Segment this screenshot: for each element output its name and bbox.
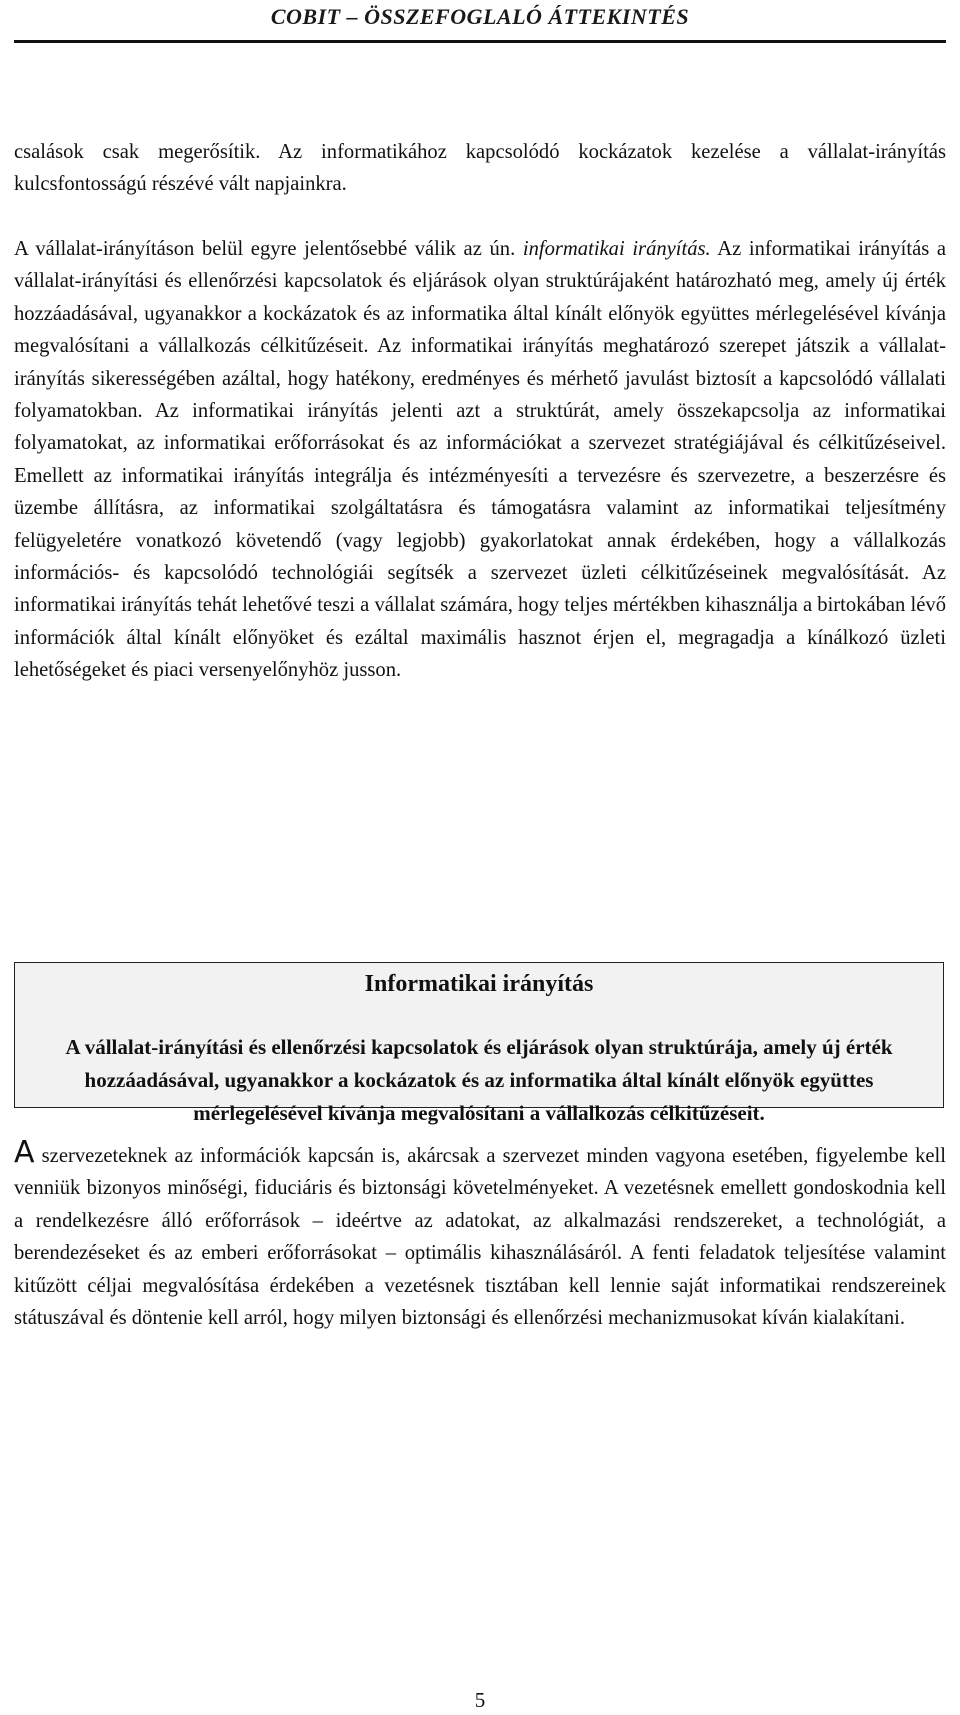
paragraph-2-rest: Az informatikai irányítás a vállalat-irányítási és ellenőrzési kapcsolatok és eljárások olyan struktúrájaként határozható meg, amely új érték hozzáadásával, ugyanakkor a kockázatok és az informatika által kínált előnyök együttes mérlegelésével kívánja megvalósítani a vállalkozás célkitűzéseit. Az informatikai irányítás meghatározó szerepet játszik a vállalat-irányítás sikerességében azáltal, hogy hatékony, eredményes és mérhető javulást biztosít a kapcsolódó vállalati folyamatokban. Az informatikai irányítás jelenti azt a struktúrát, amely összekapcsolja az informatikai folyamatokat, az informatikai erőforrásokat és az információkat a szervezet stratégiájával és célkitűzéseivel. Emellett az informatikai irányítás integrálja és intézményesíti a tervezésre és szervezetre, a beszerzésre és üzembe állításra, az informatikai szolgáltatásra és támogatásra valamint az informatikai teljesítmény felügyeletére vonatkozó követendő (vagy legjobb) gyakorlatokat annak érdekében, hogy a vállalkozás információs- és kapcsolódó technológiái segítsék a szervezet üzleti célkitűzéseinek megvalósítását. Az informatikai irányítás tehát lehetővé teszi a vállalat számára, hogy teljes mértékben kihasználja a birtokában lévő információk által kínált előnyöket és ezáltal maximális hasznot érjen el, megragadja a kínálkozó üzleti lehetőségeket és piaci versenyelőnyhöz jusson. (14, 238, 946, 682)
running-header: COBIT – ÖSSZEFOGLALÓ ÁTTEKINTÉS (270, 4, 690, 29)
paragraph-2 (14, 233, 946, 687)
paragraph-1-text: csalások csak megerősítik. Az informatikához kapcsolódó kockázatok kezelése a vállalat-irányítás kulcsfontosságú részévé vált napjainkra. (14, 141, 946, 196)
paragraph-2-italic-term: informatikai irányítás. (522, 238, 711, 260)
paragraph-2-start: A vállalat-irányításon belül egyre jelentősebbé válik az ún. (14, 238, 523, 260)
paragraph-1 (14, 136, 946, 201)
paragraph-3-text: szervezeteknek az információk kapcsán is, akárcsak a szervezet minden vagyona esetében, figyelembe kell venniük bizonyos minőségi, fiduciáris és biztonsági követelményeket. A vezetésnek emellett gondoskodnia kell a rendelkezésre álló erőforrások – ideértve az adatokat, az alkalmazási rendszereket, a technológiát, a berendezéseket és az emberi erőforrásokat – optimális kihasználásáról. A fenti feladatok teljesítése valamint kitűzött céljai megvalósítása érdekében a vezetésnek tisztában kell lennie saját informatikai rendszereinek státuszával és döntenie kell arról, hogy milyen biztonsági és ellenőrzési mechanizmusokat kíván kialakítani. (14, 1145, 946, 1330)
document-page (14, 0, 946, 1712)
drop-cap: A (14, 1135, 35, 1170)
page-number: 5 (474, 1688, 486, 1712)
definition-box-body: A vállalat-irányítási és ellenőrzési kapcsolatok és eljárások olyan struktúrája, amely új érték hozzáadásával, ugyanakkor a kockázatok és az informatika által kínált előnyök együttes mérlegelésével kívánja megvalósítani a vállalkozás célkitűzéseit. (65, 1035, 893, 1125)
definition-box (14, 962, 944, 1125)
paragraph-3 (14, 1135, 946, 1334)
definition-box-title: Informatikai irányítás (364, 971, 594, 997)
header-rule (14, 40, 946, 43)
